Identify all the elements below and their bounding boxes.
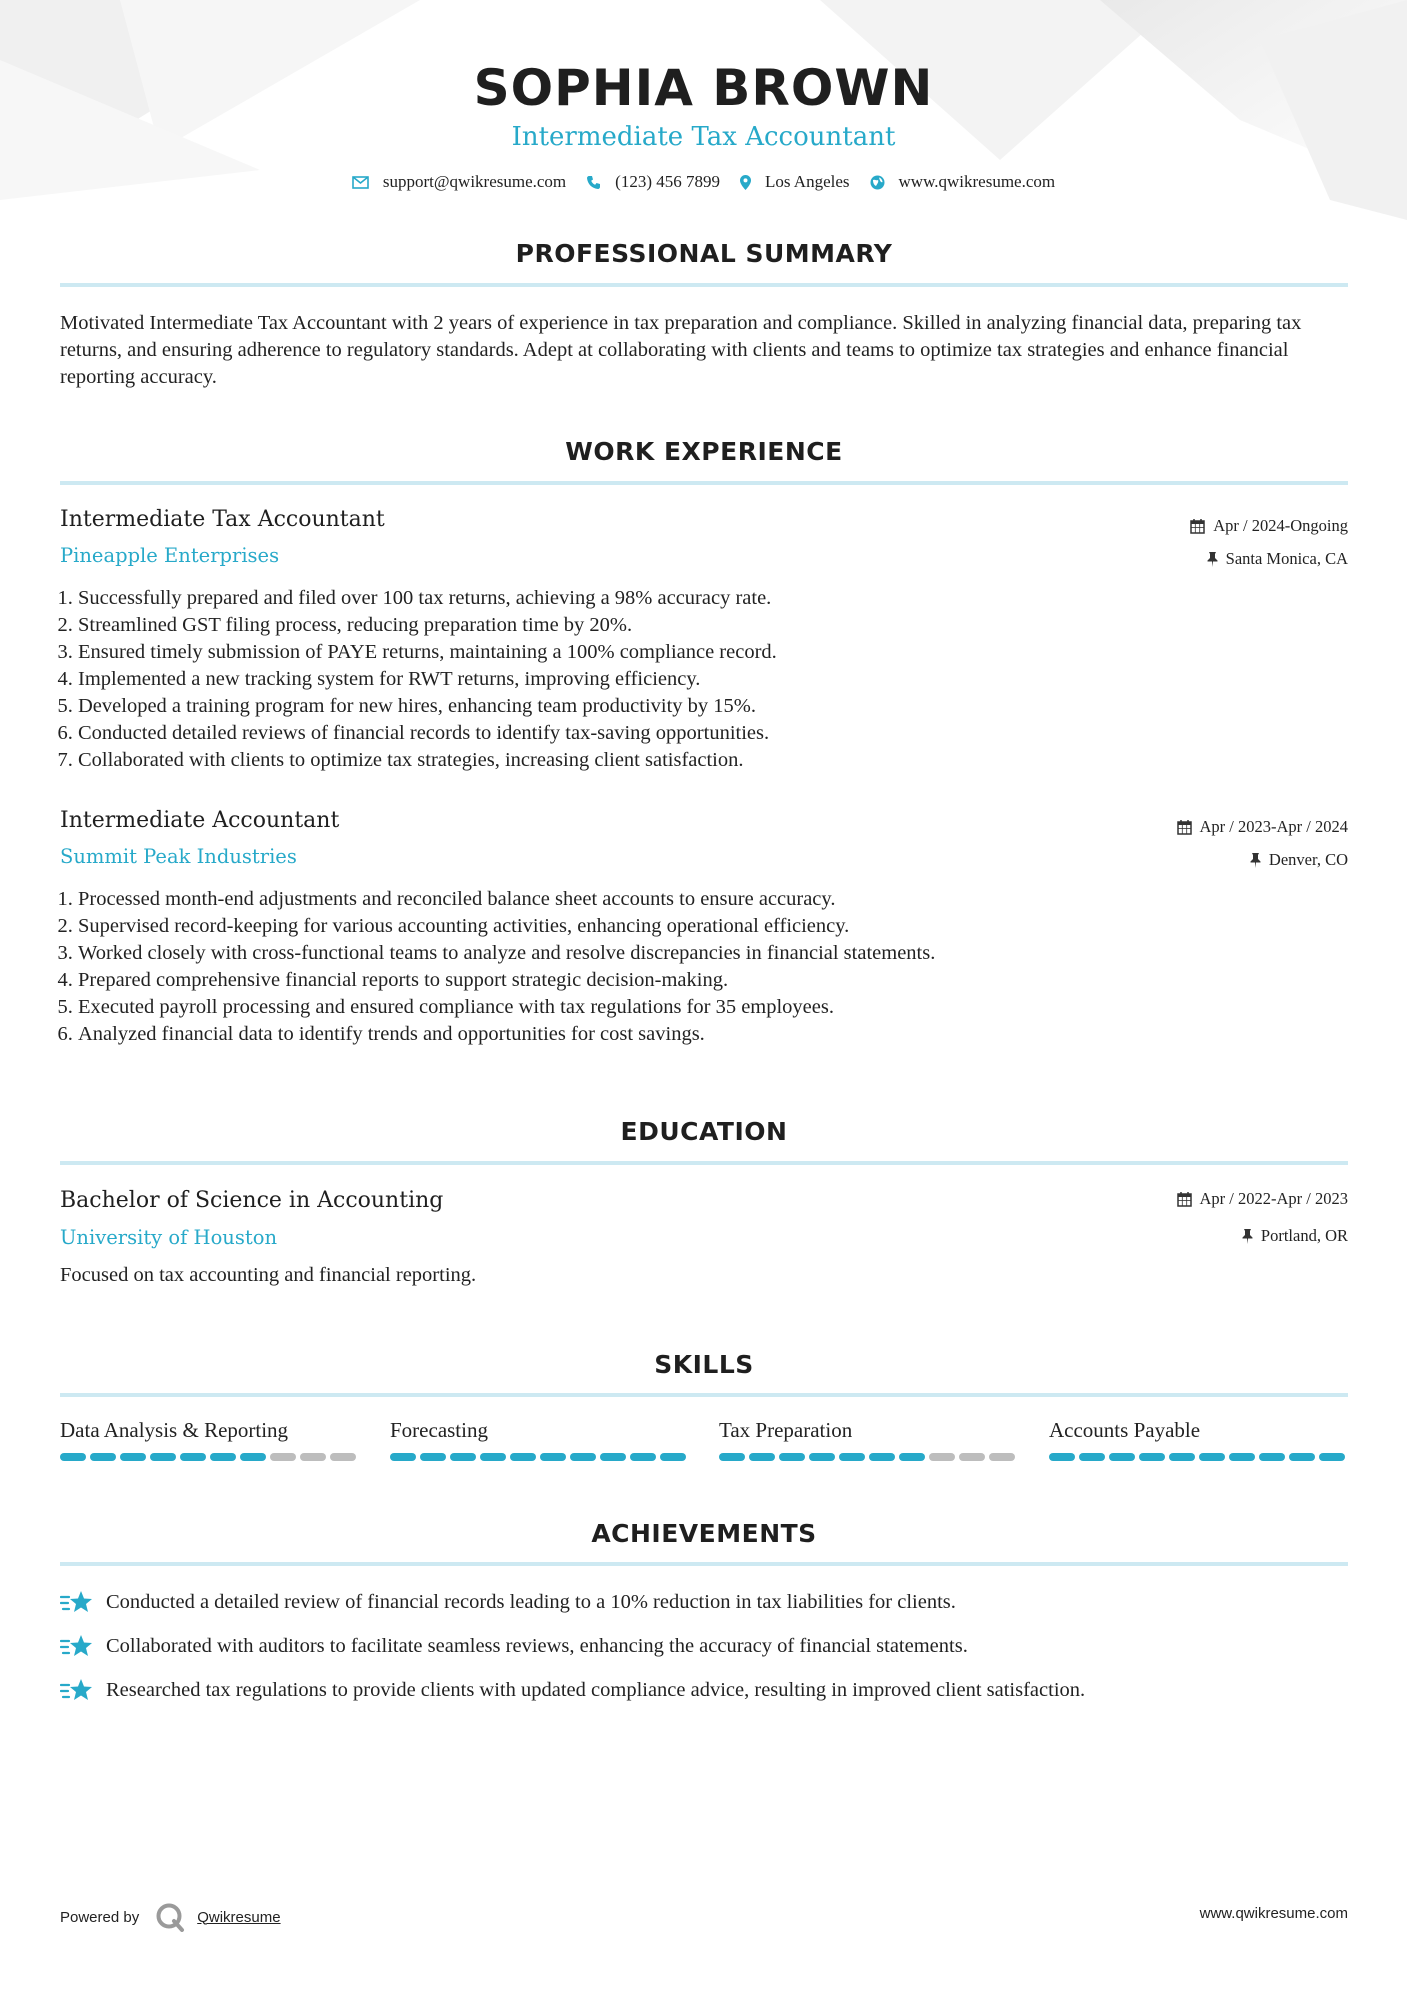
education-dates-text: Apr / 2022-Apr / 2023	[1199, 1189, 1348, 1208]
envelope-icon	[352, 176, 369, 189]
skills-divider	[60, 1393, 1348, 1397]
skill-segment-filled	[1259, 1453, 1285, 1461]
shooting-star-icon	[60, 1677, 94, 1703]
skill-segment-filled	[510, 1453, 536, 1461]
skill-segment-filled	[1109, 1453, 1135, 1461]
list-item: 6. Conducted detailed reviews of financial records to identify tax-saving opportunities.	[78, 720, 1366, 747]
skill-segment-filled	[1169, 1453, 1195, 1461]
achievement-item	[60, 1633, 1348, 1659]
skill-segment-filled	[120, 1453, 146, 1461]
calendar-icon	[1177, 820, 1192, 835]
skill-segment-empty	[989, 1453, 1015, 1461]
list-item: 1. Processed month-end adjustments and reconciled balance sheet accounts to ensure accuracy.	[78, 886, 1366, 913]
job-dates	[1177, 817, 1348, 837]
list-item: 1. Successfully prepared and filed over 100 tax returns, achieving a 98% accuracy rate.	[78, 585, 1366, 612]
job-title: Intermediate Accountant	[60, 808, 340, 833]
shooting-star-icon	[60, 1633, 94, 1659]
contact-phone[interactable]	[586, 172, 720, 192]
skill-name: Accounts Payable	[1049, 1418, 1201, 1442]
map-pin-icon	[740, 175, 751, 190]
achievement-text: Collaborated with auditors to facilitate seamless reviews, enhancing the accuracy of financial statements.	[106, 1634, 968, 1657]
website-text: www.qwikresume.com	[898, 172, 1056, 191]
list-item: 5. Developed a training program for new hires, enhancing team productivity by 15%.	[78, 693, 1366, 720]
location-text: Los Angeles	[764, 172, 850, 191]
skill-level-bar	[390, 1453, 690, 1461]
job-dates	[1190, 516, 1348, 536]
job-location	[1207, 549, 1348, 569]
skill-segment-filled	[660, 1453, 686, 1461]
experience-heading: WORK EXPERIENCE	[565, 437, 843, 466]
skill-name: Data Analysis & Reporting	[60, 1418, 289, 1442]
list-item: 2. Supervised record-keeping for various accounting activities, enhancing operational efficiency.	[78, 913, 1366, 940]
skill-item	[1049, 1418, 1349, 1461]
degree-title: Bachelor of Science in Accounting	[60, 1188, 444, 1213]
job-bullets	[60, 585, 1366, 774]
job-location	[1250, 850, 1348, 870]
list-item: 4. Prepared comprehensive financial reports to support strategic decision-making.	[78, 967, 1366, 994]
skill-segment-empty	[300, 1453, 326, 1461]
skill-name: Forecasting	[390, 1418, 488, 1442]
summary-text: Motivated Intermediate Tax Accountant with 2 years of experience in tax preparation and compliance. Skilled in analyzing financial data, preparing tax returns, and ensuring adherence to regulatory standards. Adept at collaborating with clients and teams to optimize tax strategies and enhance financial reporting accuracy.	[60, 312, 1302, 388]
list-item: 2. Streamlined GST filing process, reducing preparation time by 20%.	[78, 612, 1366, 639]
skill-segment-filled	[1199, 1453, 1225, 1461]
footer-website[interactable]: www.qwikresume.com	[1199, 1905, 1348, 1922]
pushpin-icon	[1242, 1229, 1253, 1244]
skill-segment-filled	[570, 1453, 596, 1461]
skill-segment-filled	[240, 1453, 266, 1461]
education-location-text: Portland, OR	[1260, 1226, 1348, 1245]
skill-segment-filled	[779, 1453, 805, 1461]
footer-powered-by	[60, 1902, 281, 1932]
list-item: 4. Implemented a new tracking system for RWT returns, improving efficiency.	[78, 666, 1366, 693]
skill-segment-filled	[420, 1453, 446, 1461]
skill-segment-filled	[1319, 1453, 1345, 1461]
skill-segment-filled	[809, 1453, 835, 1461]
phone-icon	[586, 175, 601, 190]
qwikresume-logo-icon	[155, 1902, 185, 1932]
list-item: 5. Executed payroll processing and ensured compliance with tax regulations for 35 employees.	[78, 994, 1366, 1021]
skill-segment-filled	[719, 1453, 745, 1461]
job-dates-text: Apr / 2023-Apr / 2024	[1199, 817, 1348, 836]
job-company: Summit Peak Industries	[60, 845, 297, 868]
skill-segment-filled	[90, 1453, 116, 1461]
skill-segment-filled	[1229, 1453, 1255, 1461]
calendar-icon	[1177, 1192, 1192, 1207]
contact-email[interactable]	[352, 172, 566, 192]
summary-divider	[60, 283, 1348, 287]
skill-level-bar	[719, 1453, 1019, 1461]
contact-website[interactable]	[870, 172, 1056, 192]
skill-segment-filled	[150, 1453, 176, 1461]
skill-name: Tax Preparation	[719, 1418, 853, 1442]
skill-segment-filled	[1079, 1453, 1105, 1461]
skill-segment-filled	[60, 1453, 86, 1461]
resume-header	[0, 58, 1407, 154]
list-item: 6. Analyzed financial data to identify trends and opportunities for cost savings.	[78, 1021, 1366, 1048]
skill-segment-filled	[630, 1453, 656, 1461]
job-bullets	[60, 886, 1366, 1048]
skill-segment-filled	[1289, 1453, 1315, 1461]
skill-segment-filled	[1049, 1453, 1075, 1461]
skill-segment-filled	[839, 1453, 865, 1461]
candidate-title: Intermediate Tax Accountant	[511, 122, 896, 152]
skill-segment-filled	[210, 1453, 236, 1461]
job-location-text: Santa Monica, CA	[1225, 549, 1348, 568]
achievements-divider	[60, 1562, 1348, 1566]
education-divider	[60, 1161, 1348, 1165]
skill-segment-empty	[270, 1453, 296, 1461]
powered-by-label: Powered by	[60, 1908, 140, 1926]
contact-row	[0, 172, 1407, 192]
list-item: 3. Worked closely with cross-functional teams to analyze and resolve discrepancies in financial statements.	[78, 940, 1366, 967]
candidate-name: SOPHIA BROWN	[473, 59, 934, 117]
skill-segment-filled	[540, 1453, 566, 1461]
achievement-text: Conducted a detailed review of financial records leading to a 10% reduction in tax liabilities for clients.	[106, 1590, 956, 1613]
skill-segment-filled	[749, 1453, 775, 1461]
pushpin-icon	[1207, 552, 1218, 567]
skill-item	[719, 1418, 1019, 1461]
skill-segment-empty	[330, 1453, 356, 1461]
skill-segment-filled	[480, 1453, 506, 1461]
summary-heading: PROFESSIONAL SUMMARY	[515, 239, 893, 268]
skill-segment-filled	[390, 1453, 416, 1461]
job-dates-text: Apr / 2024-Ongoing	[1213, 516, 1348, 535]
email-text: support@qwikresume.com	[382, 172, 567, 191]
skill-level-bar	[1049, 1453, 1349, 1461]
skill-segment-filled	[1139, 1453, 1165, 1461]
globe-icon	[870, 175, 885, 190]
skills-heading: SKILLS	[654, 1350, 754, 1379]
achievement-item	[60, 1677, 1348, 1703]
achievement-item	[60, 1589, 1348, 1615]
achievement-text: Researched tax regulations to provide clients with updated compliance advice, resulting in improved client satisfaction.	[106, 1678, 1086, 1701]
skill-item	[60, 1418, 360, 1461]
phone-text: (123) 456 7899	[615, 172, 720, 191]
skill-segment-filled	[899, 1453, 925, 1461]
education-heading: EDUCATION	[620, 1117, 788, 1146]
skill-segment-filled	[869, 1453, 895, 1461]
skill-segment-filled	[600, 1453, 626, 1461]
skill-segment-empty	[929, 1453, 955, 1461]
skill-segment-filled	[180, 1453, 206, 1461]
contact-location	[740, 172, 850, 192]
qwikresume-link[interactable]: Qwikresume	[197, 1908, 281, 1926]
skill-item	[390, 1418, 690, 1461]
shooting-star-icon	[60, 1589, 94, 1615]
job-company: Pineapple Enterprises	[60, 544, 280, 567]
list-item: 3. Ensured timely submission of PAYE returns, maintaining a 100% compliance record.	[78, 639, 1366, 666]
skill-segment-filled	[450, 1453, 476, 1461]
experience-divider	[60, 481, 1348, 485]
achievements-heading: ACHIEVEMENTS	[591, 1519, 817, 1548]
calendar-icon	[1190, 519, 1205, 534]
skill-level-bar	[60, 1453, 360, 1461]
education-dates	[1177, 1189, 1348, 1209]
school-name: University of Houston	[60, 1226, 278, 1249]
job-location-text: Denver, CO	[1268, 850, 1348, 869]
job-title: Intermediate Tax Accountant	[60, 507, 385, 532]
education-location	[1242, 1226, 1348, 1246]
skill-segment-empty	[959, 1453, 985, 1461]
pushpin-icon	[1250, 853, 1261, 868]
education-description: Focused on tax accounting and financial reporting.	[60, 1264, 477, 1286]
list-item: 7. Collaborated with clients to optimize tax strategies, increasing client satisfaction.	[78, 747, 1366, 774]
